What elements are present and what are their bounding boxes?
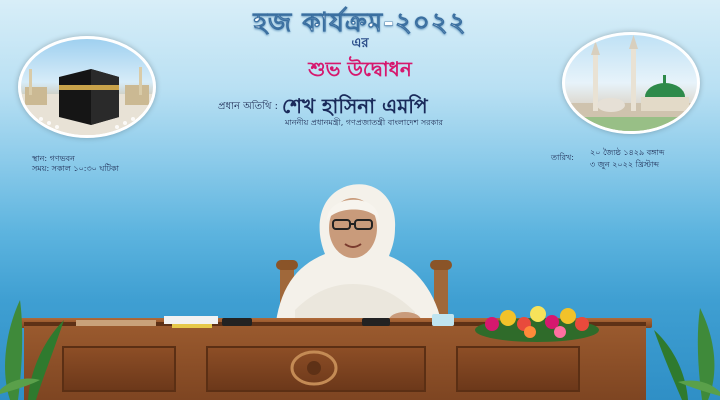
- date-bangla: ২০ জ্যৈষ্ঠ ১৪২৯ বঙ্গাব্দ: [590, 148, 665, 157]
- chief-guest-name: শেখ হাসিনা এমপি: [282, 94, 428, 118]
- time-text: সময়: সকাল ১০:৩০ ঘটিকা: [32, 164, 119, 173]
- date-label: তারিখ:: [551, 153, 574, 162]
- title-connector: এর: [351, 36, 369, 51]
- desk-carved-panel-left: [62, 346, 176, 392]
- desk-emblem: [288, 350, 340, 386]
- chief-guest-label: প্রধান অতিথি :: [218, 101, 279, 112]
- flower-arrangement: [472, 300, 602, 344]
- date-english: ৩ জুন ২০২২ খ্রিস্টাব্দ: [590, 160, 660, 169]
- program-title: হজ কার্যক্রম-২০২২: [253, 8, 467, 38]
- venue-text: স্থান: গণভবন: [32, 154, 75, 163]
- plant-left: [0, 290, 70, 400]
- chief-guest-title: মাননীয় প্রধানমন্ত্রী, গণপ্রজাতন্ত্রী বাংলাদেশ সরকার: [285, 118, 443, 127]
- plant-right: [648, 300, 720, 400]
- desk-carved-panel-right: [456, 346, 580, 392]
- inauguration-subtitle: শুভ উদ্বোধন: [308, 57, 412, 81]
- desk-items: [70, 308, 470, 332]
